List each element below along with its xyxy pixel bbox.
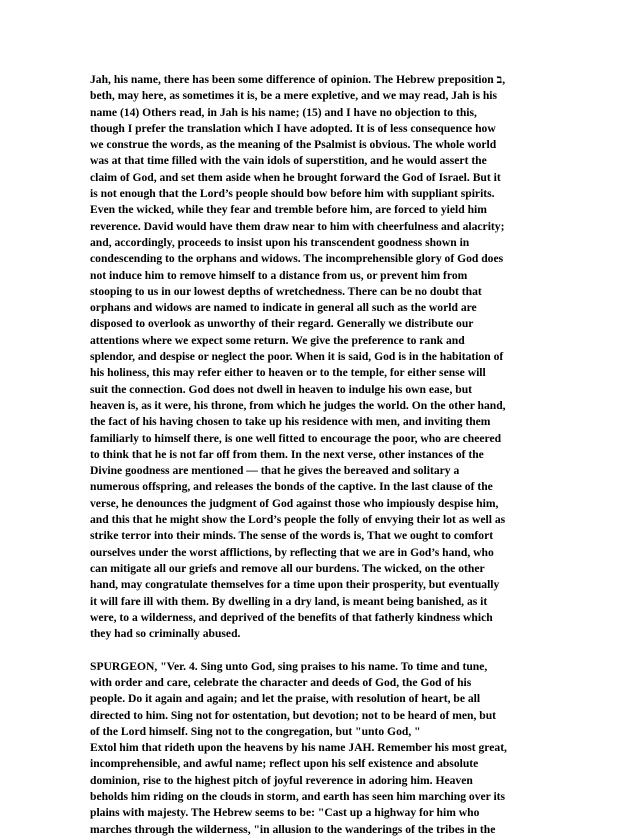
text-line: numerous offspring, and releases the bonds of the captive. In the last clause of the [90,480,493,494]
text-line: marches through the wilderness, "in allusion to the wanderings of the tribes in the [90,822,496,836]
text-line: people. Do it again and again; and let the praise, with resolution of heart, be all [90,692,481,706]
text-line: condescending to the orphans and widows. The incomprehensible glory of God does [90,252,504,266]
text-line: is not enough that the Lord’s people should bow before him with suppliant spirits. [90,187,495,201]
text-line: claim of God, and set them aside when he brought forward the God of Israel. But it [90,170,501,184]
text-line: the fact of his having chosen to take up his residence with men, and inviting them [90,415,491,429]
text-line: though I prefer the translation which I have adopted. It is of less consequence how [90,121,496,135]
text-line: it will fare ill with them. By dwelling in a dry land, is meant being banished, as it [90,594,488,608]
text-line: and, accordingly, proceeds to insist upon his transcendent goodness shown in [90,235,470,249]
text-line: orphans and widows are named to indicate in general all such as the world are [90,301,477,315]
text-line: reverence. David would have them draw near to him with cheerfulness and alacrity; [90,219,505,233]
text-line: they had so criminally abused. [90,627,241,641]
text-line: were, to a wilderness, and deprived of the benefits of that fatherly kindness which [90,610,493,624]
text-line: Divine goodness are mentioned — that he gives the bereaved and solitary a [90,464,460,478]
text-line: plains with majesty. The Hebrew seems to be: "Cast up a highway for him who [90,806,480,820]
text-line: stooping to us in our lowest depths of wretchedness. There can be no doubt that [90,284,482,298]
document-page [90,72,560,838]
text-line: we construe the words, as the meaning of the Psalmist is obvious. The whole world [90,138,497,152]
text-line: attentions where we expect some return. We give the preference to rank and [90,333,465,347]
spurgeon-paragraph [90,659,560,838]
commentary-paragraph [90,72,560,642]
text-line: incomprehensible, and awful name; reflect upon his self existence and absolute [90,757,479,771]
text-line: strike terror into their minds. The sense of the words is, That we ought to comfort [90,529,494,543]
text-line: of the Lord himself. Sing not to the congregation, but "unto God, " [90,724,421,738]
text-line: heaven is, as it were, his throne, from which he judges the world. On the other hand, [90,398,506,412]
text-line: beholds him riding on the clouds in storm, and earth has seen him marching over its [90,790,506,804]
text-line: SPURGEON, "Ver. 4. Sing unto God, sing praises to his name. To time and tune, [90,659,488,673]
text-line: to think that he is not far off from them. In the next verse, other instances of the [90,447,484,461]
text-line: disposed to overlook as unworthy of their regard. Generally we distribute our [90,317,474,331]
text-line: and this that he might show the Lord’s people the folly of envying their lot as well as [90,513,506,527]
text-line: directed to him. Sing not for ostentation, but devotion; not to be heard of men, but [90,708,497,722]
text-line: Jah, his name, there has been some difference of opinion. The Hebrew preposition ב, [90,73,506,86]
text-line: splendor, and despise or neglect the poor. When it is said, God is in the habitation of [90,350,504,364]
text-line: his holiness, this may refer either to heaven or to the temple, for either sense will [90,366,486,380]
text-line: was at that time filled with the vain idols of superstition, and he would assert the [90,154,487,168]
text-line: name (14) Others read, in Jah is his name; (15) and I have no objection to this, [90,105,477,119]
text-line: Extol him that rideth upon the heavens by his name JAH. Remember his most great, [90,741,507,755]
text-line: hand, may congratulate themselves for a time upon their prosperity, but eventually [90,578,500,592]
text-line: verse, he denounces the judgment of God against those who impiously despise him, [90,496,499,510]
text-line: beth, may here, as sometimes it is, be a mere expletive, and we may read, Jah is his [90,89,498,103]
text-line: dominion, rise to the highest pitch of joyful reverence in adoring him. Heaven [90,773,473,787]
text-line: suit the connection. God does not dwell in heaven to indulge his own ease, but [90,382,472,396]
text-line: can mitigate all our griefs and remove all our burdens. The wicked, on the other [90,561,485,575]
text-line: with order and care, celebrate the character and deeds of God, the God of his [90,675,472,689]
text-line: not induce him to remove himself to a distance from us, or prevent him from [90,268,468,282]
text-line: ourselves under the worst afflictions, by reflecting that we are in God’s hand, who [90,545,494,559]
text-line: Even the wicked, while they fear and tremble before him, are forced to yield him [90,203,487,217]
text-line: familiarly to himself there, is one well fitted to encourage the poor, who are cheered [90,431,502,445]
paragraph-gap [90,642,560,658]
